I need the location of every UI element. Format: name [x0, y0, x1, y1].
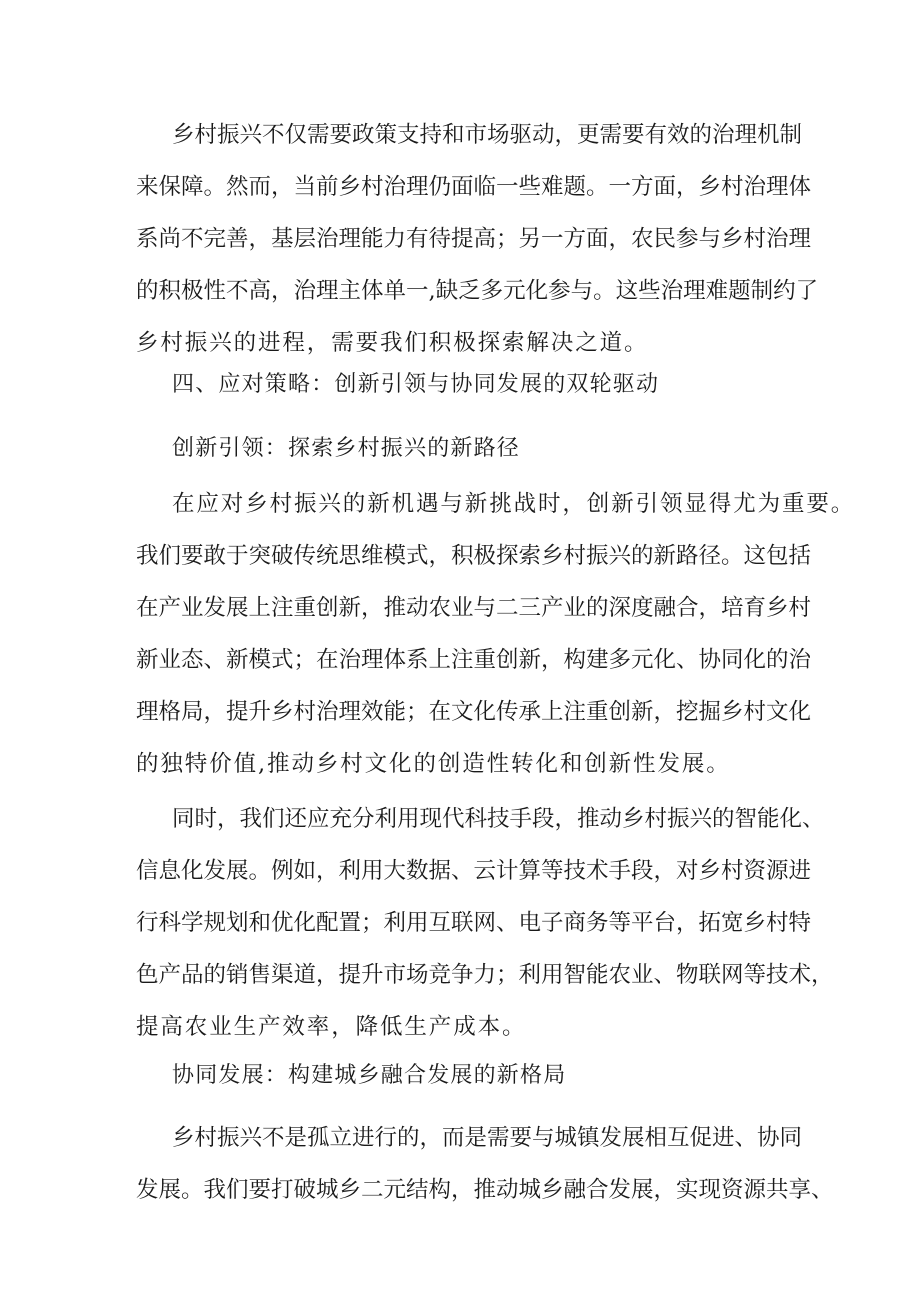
paragraph-line: 乡村振兴不仅需要政策支持和市场驱动，更需要有效的治理机制 [172, 122, 803, 148]
paragraph-line: 来保障。然而，当前乡村治理仍面临一些难题。一方面，乡村治理体 [136, 174, 812, 200]
paragraph-line: 理格局，提升乡村治理效能；在文化传承上注重创新，挖掘乡村文化 [136, 699, 812, 725]
section-heading: 四、应对策略：创新引领与协同发展的双轮驱动 [172, 372, 660, 397]
paragraph-line: 的积极性不高，治理主体单一,缺乏多元化参与。这些治理难题制约了 [136, 278, 819, 304]
paragraph-line: 乡村振兴不是孤立进行的，而是需要与城镇发展相互促进、协同 [172, 1125, 803, 1151]
paragraph-line: 同时，我们还应充分利用现代科技手段，推动乡村振兴的智能化、 [172, 806, 825, 832]
paragraph-line: 提高农业生产效率，降低生产成本。 [136, 1014, 527, 1040]
paragraph-line: 乡村振兴的进程，需要我们积极探索解决之道。 [136, 330, 649, 356]
paragraph-line: 系尚不完善，基层治理能力有待提高；另一方面，农民参与乡村治理 [136, 226, 812, 252]
paragraph-line: 在产业发展上注重创新，推动农业与二三产业的深度融合，培育乡村 [136, 595, 812, 621]
paragraph-line: 行科学规划和优化配置；利用互联网、电子商务等平台，拓宽乡村特 [136, 910, 812, 936]
paragraph-line: 在应对乡村振兴的新机遇与新挑战时，创新引领显得尤为重要。 [172, 491, 856, 517]
paragraph-line: 信息化发展。例如，利用大数据、云计算等技术手段，对乡村资源进 [136, 858, 812, 884]
subsection-heading: 协同发展：构建城乡融合发展的新格局 [172, 1063, 567, 1088]
paragraph-line: 色产品的销售渠道，提升市场竞争力；利用智能农业、物联网等技术， [136, 962, 834, 988]
paragraph-line: 的独特价值,推动乡村文化的创造性转化和创新性发展。 [136, 751, 731, 777]
paragraph-line: 新业态、新模式；在治理体系上注重创新，构建多元化、协同化的治 [136, 647, 812, 673]
subsection-heading: 创新引领：探索乡村振兴的新路径 [172, 436, 521, 461]
paragraph-line: 发展。我们要打破城乡二元结构，推动城乡融合发展，实现资源共享、 [136, 1177, 834, 1203]
paragraph-line: 我们要敢于突破传统思维模式，积极探索乡村振兴的新路径。这包括 [136, 543, 812, 569]
